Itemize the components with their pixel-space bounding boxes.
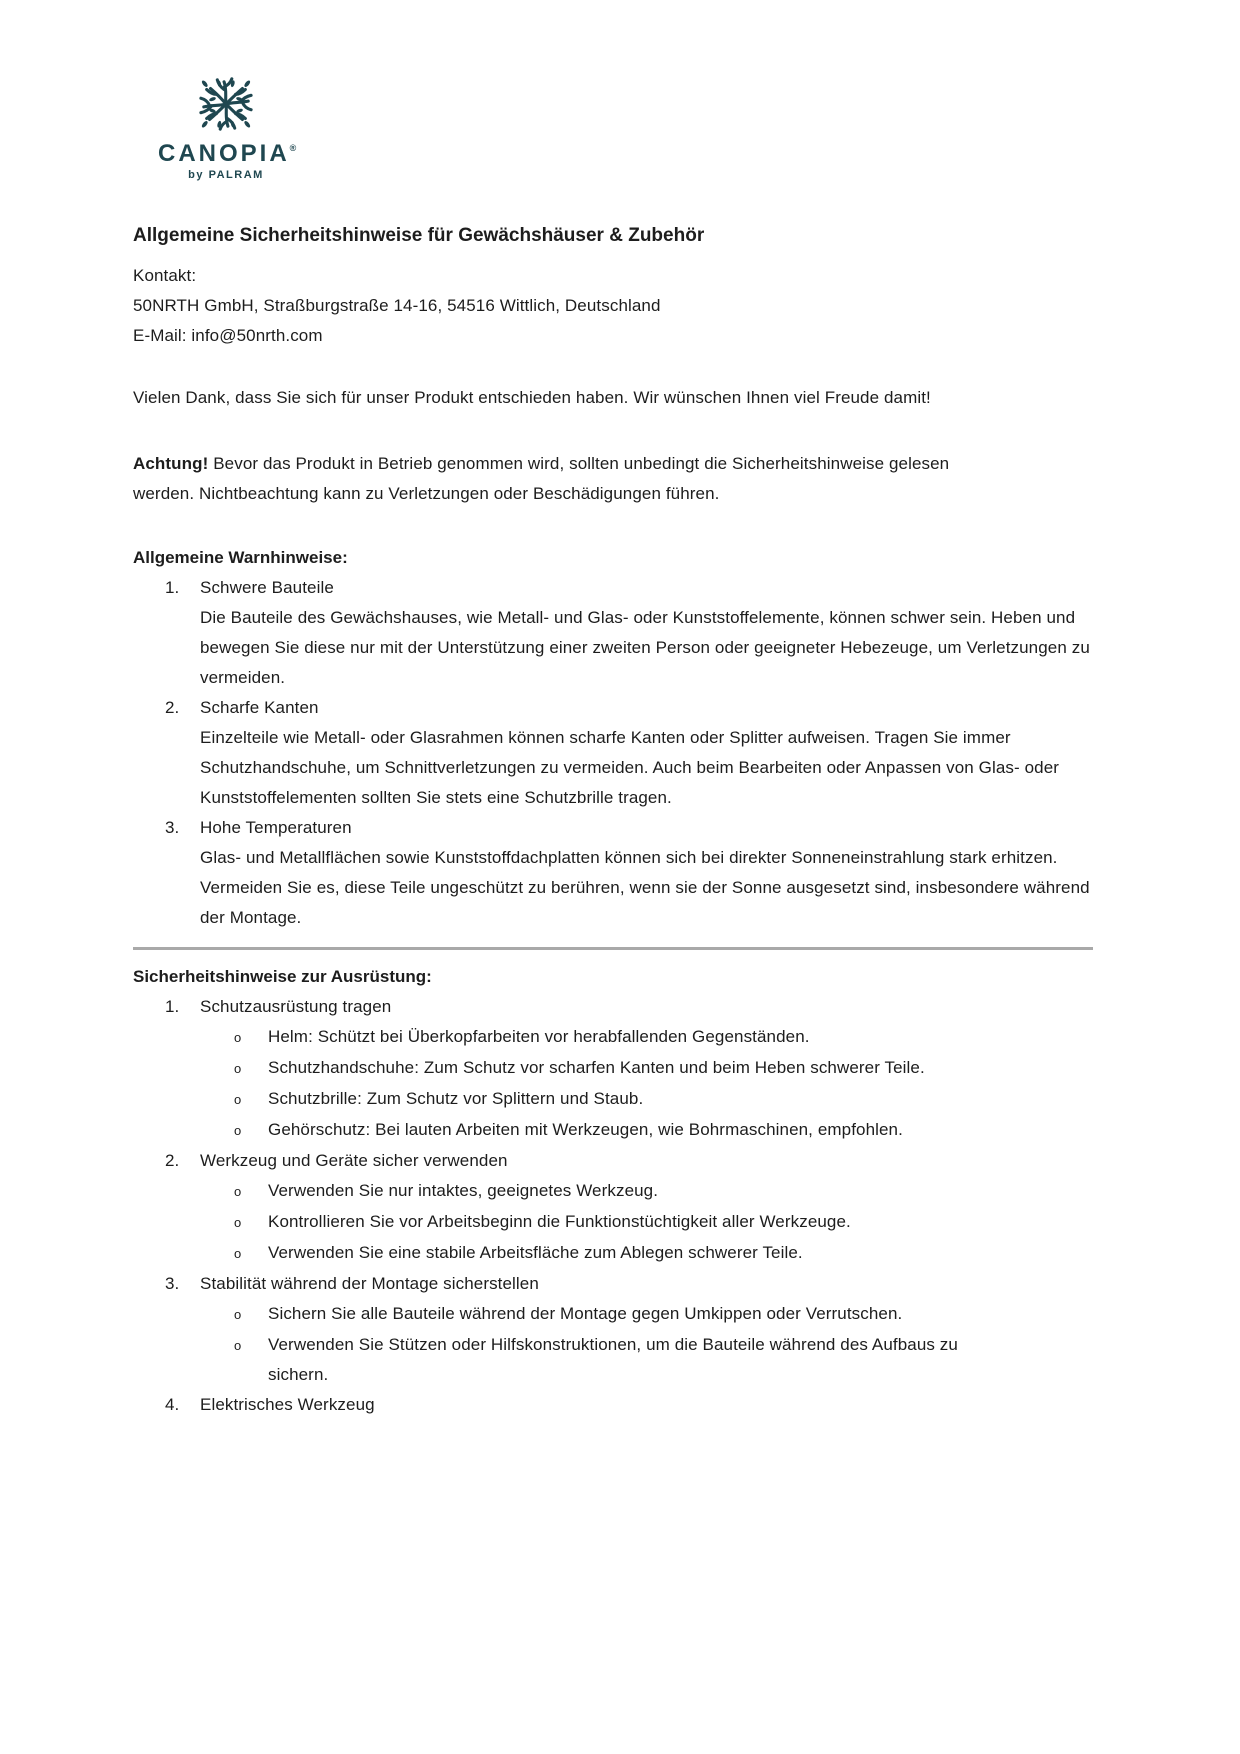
sub-list-item-text: Schutzbrille: Zum Schutz vor Splittern und Staub. — [268, 1089, 644, 1108]
sub-list-item — [200, 1299, 1110, 1330]
sub-bullet-marker: o — [234, 1246, 242, 1261]
sub-list-item — [200, 1207, 1110, 1238]
contact-label: Kontakt: — [133, 266, 197, 285]
list-item-content — [200, 813, 1110, 933]
sub-bullet-marker: o — [234, 1307, 242, 1322]
sub-list-item-text: Helm: Schützt bei Überkopfarbeiten vor herabfallenden Gegenständen. — [268, 1027, 810, 1046]
list-number: 2. — [165, 698, 180, 717]
sub-bullet-marker: o — [234, 1338, 242, 1353]
sub-bullet-marker: o — [234, 1092, 242, 1107]
canopia-wordmark: CANOPIA® — [158, 140, 297, 167]
list-item-content — [200, 693, 1110, 813]
warnings-list — [133, 573, 1110, 933]
list-item-content — [200, 992, 1110, 1146]
list-number: 4. — [165, 1395, 180, 1414]
list-item — [133, 813, 1110, 933]
warnings-heading: Allgemeine Warnhinweise: — [133, 548, 348, 567]
list-item-title: Stabilität während der Montage sicherstellen — [200, 1274, 539, 1293]
list-item-title: Schwere Bauteile — [200, 578, 334, 597]
attention-text: Bevor das Produkt in Betrieb genommen wird, sollten unbedingt die Sicherheitshinweise gelesen werden. Nichtbeachtung kann zu Verletzungen oder Beschädigungen führen. — [133, 454, 950, 503]
list-item-content — [200, 1390, 1110, 1420]
canopia-logo — [158, 76, 297, 181]
list-number: 3. — [165, 818, 180, 837]
sub-list-item — [200, 1330, 1110, 1390]
sub-list-item-text: Gehörschutz: Bei lauten Arbeiten mit Werkzeugen, wie Bohrmaschinen, empfohlen. — [268, 1120, 903, 1139]
attention-label: Achtung! — [133, 454, 209, 473]
list-number: 2. — [165, 1151, 180, 1170]
sub-list-item-text: Kontrollieren Sie vor Arbeitsbeginn die Funktionstüchtigkeit aller Werkzeuge. — [268, 1212, 851, 1231]
equipment-heading: Sicherheitshinweise zur Ausrüstung: — [133, 967, 432, 986]
contact-block — [133, 261, 1110, 351]
list-item-body: Glas- und Metallflächen sowie Kunststoffdachplatten können sich bei direkter Sonneneinstrahlung stark erhitzen. Vermeiden Sie es, diese Teile ungeschützt zu berühren, wenn sie der Sonne ausgesetzt sind, insbesondere während der Montage. — [200, 848, 1090, 927]
sub-list-item — [200, 1238, 1110, 1269]
list-item — [133, 1146, 1110, 1269]
sub-list-item — [200, 1176, 1110, 1207]
canopia-tree-icon — [197, 76, 255, 132]
equipment-list — [133, 992, 1110, 1420]
list-number: 1. — [165, 997, 180, 1016]
list-item — [133, 693, 1110, 813]
contact-email: E-Mail: info@50nrth.com — [133, 326, 323, 345]
sub-bullet-marker: o — [234, 1215, 242, 1230]
list-item-body: Die Bauteile des Gewächshauses, wie Metall- und Glas- oder Kunststoffelemente, können schwer sein. Heben und bewegen Sie diese nur mit der Unterstützung einer zweiten Person oder geeigneter Hebezeuge, um Verletzungen zu vermeiden. — [200, 608, 1090, 687]
list-item-content — [200, 573, 1110, 693]
sub-bullet-marker: o — [234, 1123, 242, 1138]
sub-list-item — [200, 1053, 1110, 1084]
list-item-title: Elektrisches Werkzeug — [200, 1395, 375, 1414]
registered-trademark-symbol: ® — [289, 143, 297, 153]
section-divider — [133, 947, 1093, 950]
sub-list-item — [200, 1022, 1110, 1053]
list-item-content — [200, 1146, 1110, 1269]
list-item-body: Einzelteile wie Metall- oder Glasrahmen können scharfe Kanten oder Splitter aufweisen. Tragen Sie immer Schutzhandschuhe, um Schnittverletzungen zu vermeiden. Auch beim Bearbeiten oder Anpassen von Glas- oder Kunststoffelementen sollten Sie stets eine Schutzbrille tragen. — [200, 728, 1060, 807]
list-item-title: Scharfe Kanten — [200, 698, 319, 717]
sub-bullet-marker: o — [234, 1061, 242, 1076]
attention-paragraph — [133, 449, 993, 509]
sub-list-item-text: Sichern Sie alle Bauteile während der Montage gegen Umkippen oder Verrutschen. — [268, 1304, 903, 1323]
sub-list-item — [200, 1115, 1110, 1146]
list-item — [133, 1269, 1110, 1390]
sub-list-item-text: Verwenden Sie Stützen oder Hilfskonstruktionen, um die Bauteile während des Aufbaus zu sichern. — [268, 1335, 958, 1384]
logo-byline: by PALRAM — [188, 169, 264, 181]
sub-bullet-marker: o — [234, 1030, 242, 1045]
list-number: 1. — [165, 578, 180, 597]
list-item-title: Werkzeug und Geräte sicher verwenden — [200, 1151, 508, 1170]
sub-list-item — [200, 1084, 1110, 1115]
list-item — [133, 573, 1110, 693]
page-title: Allgemeine Sicherheitshinweise für Gewächshäuser & Zubehör — [133, 225, 705, 246]
list-item-title: Schutzausrüstung tragen — [200, 997, 392, 1016]
list-item-title: Hohe Temperaturen — [200, 818, 352, 837]
sub-list-item-text: Verwenden Sie eine stabile Arbeitsfläche zum Ablegen schwerer Teile. — [268, 1243, 803, 1262]
sub-list-item-text: Verwenden Sie nur intaktes, geeignetes Werkzeug. — [268, 1181, 659, 1200]
intro-paragraph: Vielen Dank, dass Sie sich für unser Produkt entschieden haben. Wir wünschen Ihnen viel Freude damit! — [133, 388, 931, 407]
list-item-content — [200, 1269, 1110, 1390]
sub-bullet-marker: o — [234, 1184, 242, 1199]
contact-address: 50NRTH GmbH, Straßburgstraße 14-16, 54516 Wittlich, Deutschland — [133, 296, 661, 315]
list-item — [133, 1390, 1110, 1420]
sub-list-item-text: Schutzhandschuhe: Zum Schutz vor scharfen Kanten und beim Heben schwerer Teile. — [268, 1058, 925, 1077]
list-item — [133, 992, 1110, 1146]
list-number: 3. — [165, 1274, 180, 1293]
